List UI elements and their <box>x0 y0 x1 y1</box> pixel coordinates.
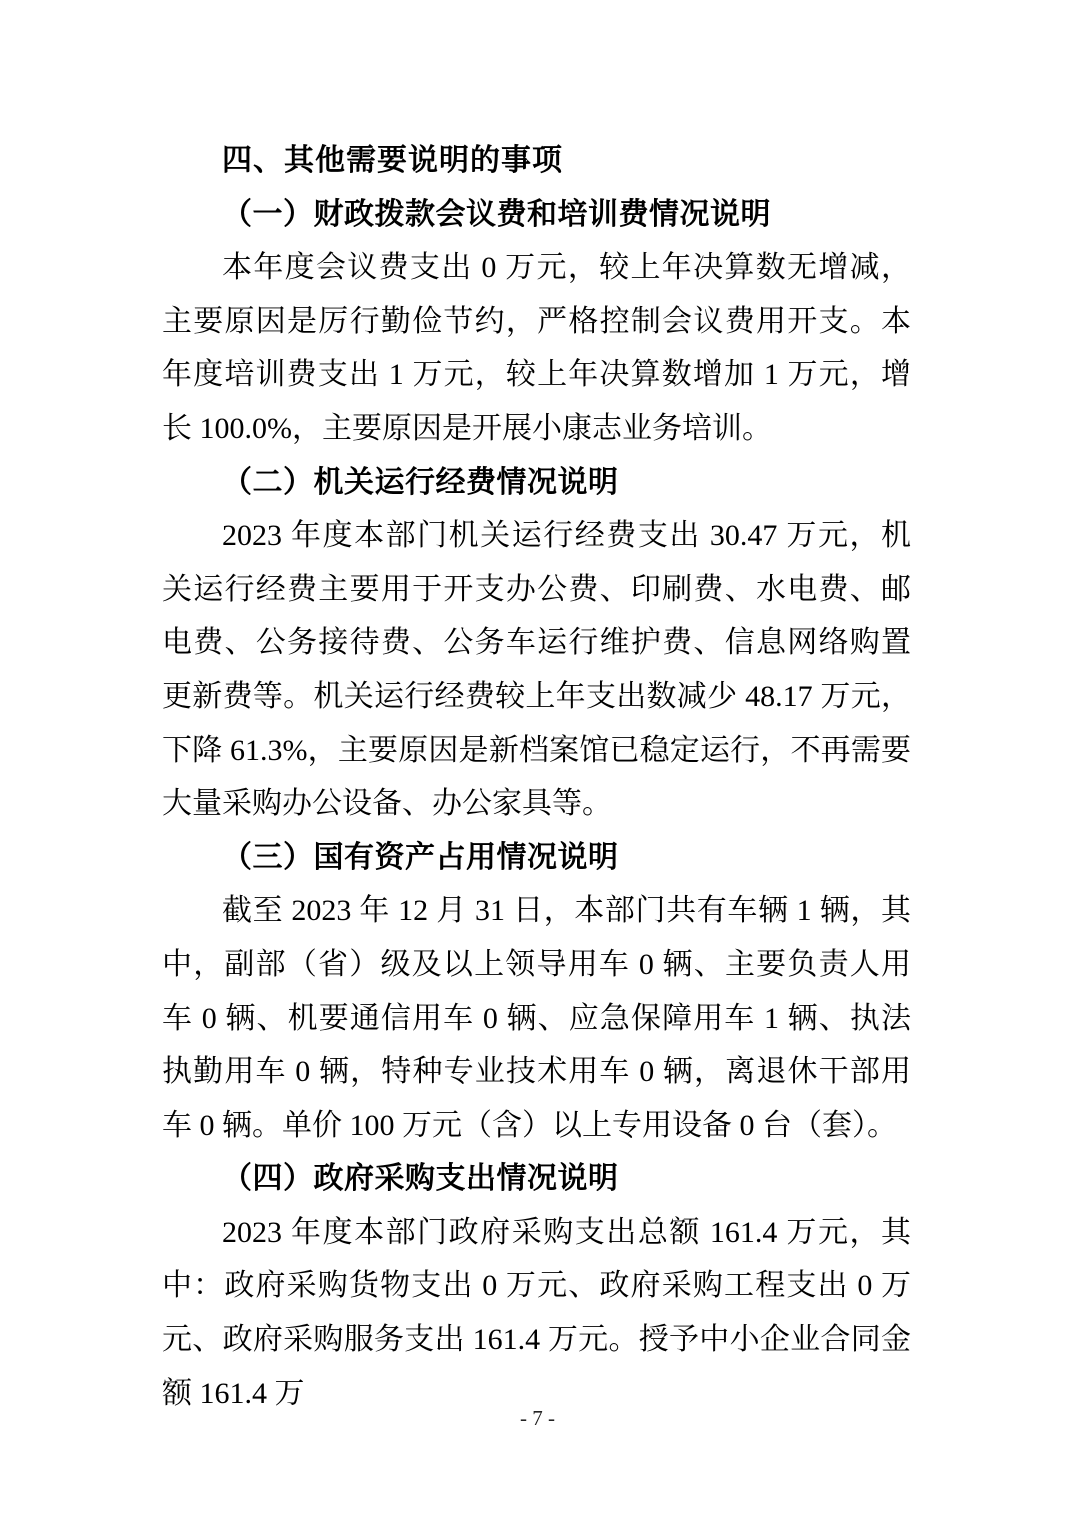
section-heading-other-matters: 四、其他需要说明的事项 <box>222 144 563 177</box>
paragraph-operating-expenses: 2023 年度本部门机关运行经费支出 30.47 万元，机关运行经费主要用于开支办公费、印刷费、水电费、邮电费、公务接待费、公务车运行维护费、信息网络购置更新费等。机关运行经费较上年支出数减少 48.17 万元，下降 61.3%，主要原因是新档案馆已稳定运行，不再需要大量采购办公设备、办公家具等。 <box>162 519 911 821</box>
paragraph-state-assets: 截至 2023 年 12 月 31 日，本部门共有车辆 1 辆，其中，副部（省）级及以上领导用车 0 辆、主要负责人用车 0 辆、机要通信用车 0 辆、应急保障用车 1 辆、执法执勤用车 0 辆，特种专业技术用车 0 辆，离退休干部用车 0 辆。单价 100 万元（含）以上专用设备 0 台（套）。 <box>162 894 911 1142</box>
subsection-heading-government-procurement: （四）政府采购支出情况说明 <box>222 1162 619 1196</box>
paragraph-government-procurement: 2023 年度本部门政府采购支出总额 161.4 万元，其中：政府采购货物支出 0 万元、政府采购工程支出 0 万元、政府采购服务支出 161.4 万元。授予中小企业合同金额 161.4 万 <box>162 1215 911 1410</box>
subsection-heading-state-assets: （三）国有资产占用情况说明 <box>222 840 619 874</box>
subsection-heading-operating-expenses: （二）机关运行经费情况说明 <box>222 465 619 499</box>
document-body <box>162 134 911 1420</box>
page-number: - 7 - <box>520 1406 555 1430</box>
paragraph-meeting-training-fees: 本年度会议费支出 0 万元，较上年决算数无增减，主要原因是厉行勤俭节约，严格控制会议费用开支。本年度培训费支出 1 万元，较上年决算数增加 1 万元，增长 100.0%，主要原因是开展小康志业务培训。 <box>162 251 911 445</box>
subsection-heading-meeting-training-fees: （一）财政拨款会议费和培训费情况说明 <box>222 197 771 231</box>
